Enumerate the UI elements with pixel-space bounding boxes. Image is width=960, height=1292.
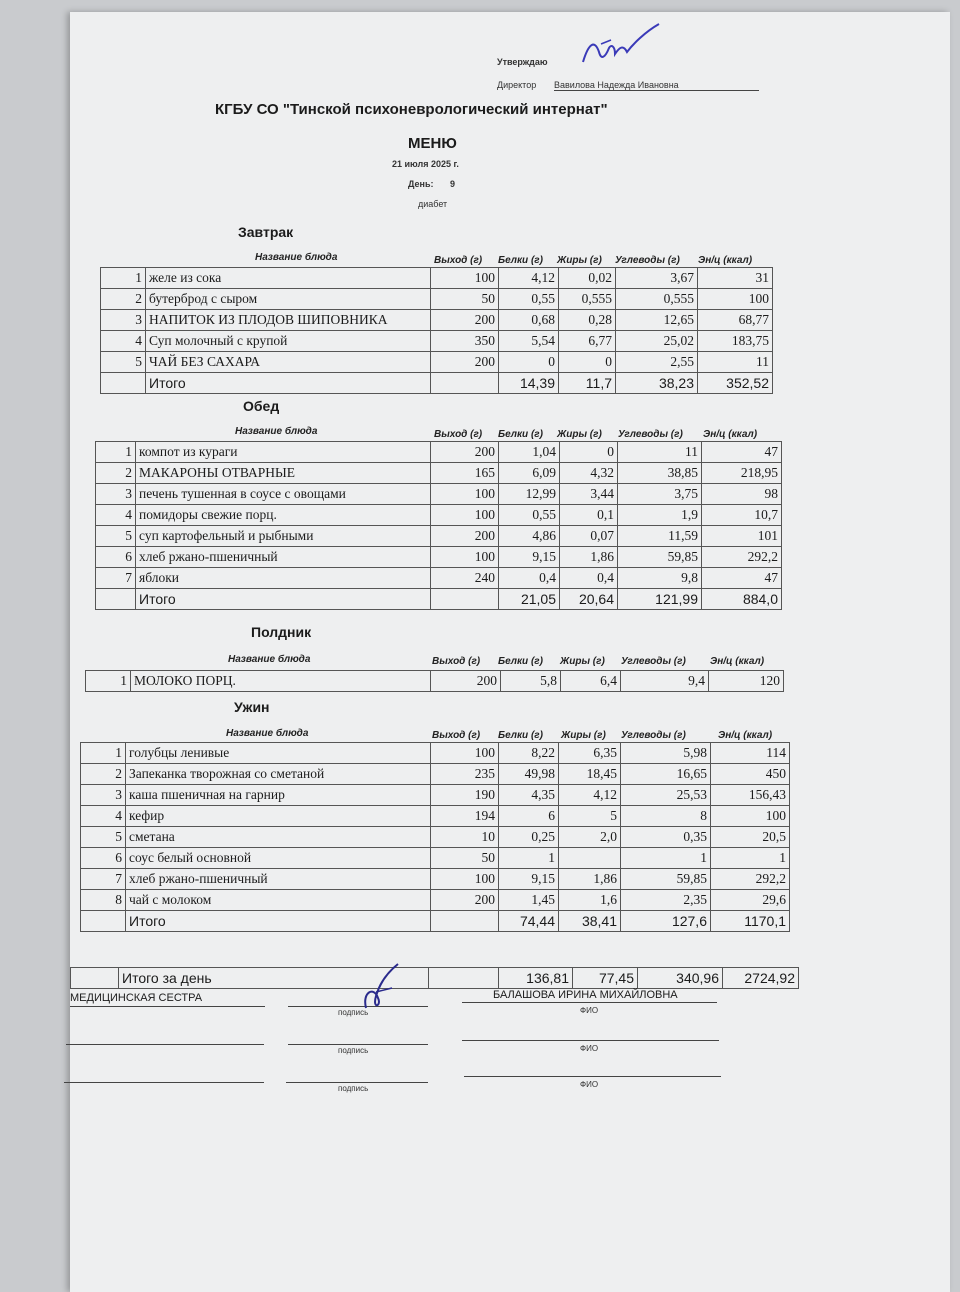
cell-fat: 1,86 [560, 547, 618, 568]
row-index: 2 [81, 764, 126, 785]
director-name: Вавилова Надежда Ивановна [554, 80, 759, 91]
fio-line [464, 1076, 721, 1077]
signature-line [66, 1044, 264, 1045]
cell-protein: 6,09 [499, 463, 560, 484]
dinner-table [80, 742, 790, 932]
table-row [96, 463, 782, 484]
col-header-fat: Жиры (г) [560, 656, 605, 667]
col-header-carbs: Углеводы (г) [621, 656, 686, 667]
table-row [81, 890, 790, 911]
col-header-yield: Выход (г) [432, 656, 481, 667]
cell-fat: 1,6 [559, 890, 621, 911]
col-header-carbs: Углеводы (г) [621, 730, 686, 741]
table-row [101, 331, 773, 352]
day-label: День: [408, 179, 434, 189]
row-index: 6 [81, 848, 126, 869]
cell-energy: 47 [702, 568, 782, 589]
cell-protein: 0 [499, 352, 559, 373]
cell-protein: 12,99 [499, 484, 560, 505]
cell-energy: 10,7 [702, 505, 782, 526]
cell-energy: 20,5 [711, 827, 790, 848]
cell-carbs: 12,65 [616, 310, 698, 331]
cell-fat: 3,44 [560, 484, 618, 505]
cell-fat: 18,45 [559, 764, 621, 785]
col-header-name: Название блюда [228, 654, 311, 665]
table-row [101, 289, 773, 310]
col-header-yield: Выход (г) [434, 255, 483, 266]
total-row [96, 589, 782, 610]
cell-energy: 183,75 [698, 331, 773, 352]
cell-energy: 450 [711, 764, 790, 785]
cell-energy: 11 [698, 352, 773, 373]
day-total-table [70, 967, 799, 989]
dish-name: чай с молоком [126, 890, 431, 911]
cell-energy: 68,77 [698, 310, 773, 331]
dish-name: каша пшеничная на гарнир [126, 785, 431, 806]
cell-yield: 200 [431, 671, 501, 692]
signature-line [288, 1044, 428, 1045]
table-row [101, 352, 773, 373]
row-index: 1 [101, 268, 146, 289]
fio-caption: ФИО [580, 1044, 599, 1053]
cell-carbs: 9,4 [621, 671, 709, 692]
dish-name: суп картофельный и рыбными [136, 526, 431, 547]
cell-yield: 50 [431, 848, 499, 869]
fio-line [462, 1002, 717, 1003]
cell-energy: 114 [711, 743, 790, 764]
col-header-energy: Эн/ц (ккал) [703, 429, 758, 440]
cell-yield: 200 [431, 442, 499, 463]
cell-yield: 165 [431, 463, 499, 484]
day-total-carbs: 340,96 [638, 968, 723, 989]
total-label: Итого [146, 373, 431, 394]
total-protein: 14,39 [499, 373, 559, 394]
cell-yield: 100 [431, 869, 499, 890]
dish-name: МОЛОКО ПОРЦ. [131, 671, 431, 692]
cell-carbs: 2,55 [616, 352, 698, 373]
row-index: 2 [101, 289, 146, 310]
col-header-energy: Эн/ц (ккал) [698, 255, 753, 266]
menu-date: 21 июля 2025 г. [392, 159, 459, 169]
cell-energy: 1 [711, 848, 790, 869]
cell-protein: 5,54 [499, 331, 559, 352]
cell-fat: 2,0 [559, 827, 621, 848]
dish-name: хлеб ржано-пшеничный [126, 869, 431, 890]
cell-fat: 4,12 [559, 785, 621, 806]
total-yield-empty [431, 911, 499, 932]
dish-name: печень тушенная в соусе с овощами [136, 484, 431, 505]
cell-protein: 8,22 [499, 743, 559, 764]
table-row [81, 764, 790, 785]
cell-energy: 156,43 [711, 785, 790, 806]
cell-carbs: 0,555 [616, 289, 698, 310]
col-header-protein: Белки (г) [498, 255, 543, 266]
dish-name: компот из кураги [136, 442, 431, 463]
dish-name: кефир [126, 806, 431, 827]
breakfast-table [100, 267, 773, 394]
dish-name: желе из сока [146, 268, 431, 289]
dish-name: сметана [126, 827, 431, 848]
table-row [96, 526, 782, 547]
cell-protein: 6 [499, 806, 559, 827]
total-row [101, 373, 773, 394]
cell-carbs: 1 [621, 848, 711, 869]
col-header-carbs: Углеводы (г) [615, 255, 680, 266]
total-carbs: 127,6 [621, 911, 711, 932]
cell-yield: 10 [431, 827, 499, 848]
total-row [81, 911, 790, 932]
cell-protein: 4,86 [499, 526, 560, 547]
fio-caption: ФИО [580, 1080, 599, 1089]
total-spacer [101, 373, 146, 394]
dish-name: Запеканка творожная со сметаной [126, 764, 431, 785]
col-header-energy: Эн/ц (ккал) [718, 730, 773, 741]
fio-line [462, 1040, 719, 1041]
nurse-label: МЕДИЦИНСКАЯ СЕСТРА [70, 992, 203, 1004]
col-header-yield: Выход (г) [432, 730, 481, 741]
table-row [81, 743, 790, 764]
table-row [81, 869, 790, 890]
cell-protein: 0,55 [499, 505, 560, 526]
diet-label: диабет [418, 199, 448, 209]
total-label: Итого [136, 589, 431, 610]
cell-carbs: 59,85 [621, 869, 711, 890]
dish-name: голубцы ленивые [126, 743, 431, 764]
cell-protein: 0,55 [499, 289, 559, 310]
cell-fat: 0 [560, 442, 618, 463]
total-spacer [81, 911, 126, 932]
cell-fat: 0,07 [560, 526, 618, 547]
cell-energy: 100 [698, 289, 773, 310]
cell-fat: 4,32 [560, 463, 618, 484]
cell-yield: 100 [431, 505, 499, 526]
cell-protein: 49,98 [499, 764, 559, 785]
cell-protein: 1,45 [499, 890, 559, 911]
row-index: 7 [96, 568, 136, 589]
col-header-name: Название блюда [235, 426, 318, 437]
total-fat: 11,7 [559, 373, 616, 394]
col-header-protein: Белки (г) [498, 656, 543, 667]
total-yield-empty [431, 589, 499, 610]
section-title-dinner: Ужин [234, 699, 270, 715]
col-header-protein: Белки (г) [498, 429, 543, 440]
table-row [101, 310, 773, 331]
cell-yield: 100 [431, 268, 499, 289]
row-index: 1 [81, 743, 126, 764]
cell-fat: 0,4 [560, 568, 618, 589]
dish-name: бутерброд с сыром [146, 289, 431, 310]
col-header-name: Название блюда [255, 252, 338, 263]
cell-energy: 292,2 [702, 547, 782, 568]
row-index: 4 [101, 331, 146, 352]
cell-carbs: 5,98 [621, 743, 711, 764]
nurse-signature [352, 962, 412, 1012]
col-header-fat: Жиры (г) [561, 730, 606, 741]
day-total-protein: 136,81 [499, 968, 573, 989]
table-row [96, 547, 782, 568]
menu-document [70, 12, 950, 1292]
dish-name: соус белый основной [126, 848, 431, 869]
director-signature [575, 22, 665, 72]
fio-caption: ФИО [580, 1006, 599, 1015]
total-fat: 20,64 [560, 589, 618, 610]
cell-energy: 31 [698, 268, 773, 289]
table-row [96, 442, 782, 463]
cell-protein: 9,15 [499, 869, 559, 890]
total-energy: 884,0 [702, 589, 782, 610]
cell-carbs: 2,35 [621, 890, 711, 911]
cell-carbs: 38,85 [618, 463, 702, 484]
approve-label: Утверждаю [497, 57, 548, 67]
cell-yield: 100 [431, 547, 499, 568]
cell-carbs: 11,59 [618, 526, 702, 547]
row-index: 3 [96, 484, 136, 505]
table-row [81, 827, 790, 848]
cell-fat: 0,28 [559, 310, 616, 331]
total-yield-empty [431, 373, 499, 394]
row-index: 5 [101, 352, 146, 373]
total-protein: 21,05 [499, 589, 560, 610]
menu-title: МЕНЮ [408, 135, 457, 152]
total-protein: 74,44 [499, 911, 559, 932]
table-row [101, 268, 773, 289]
cell-protein: 1,04 [499, 442, 560, 463]
sign-caption: подпись [338, 1084, 369, 1093]
cell-energy: 101 [702, 526, 782, 547]
day-value: 9 [450, 179, 456, 189]
dish-name: помидоры свежие порц. [136, 505, 431, 526]
cell-yield: 200 [431, 526, 499, 547]
cell-yield: 235 [431, 764, 499, 785]
dish-name: Суп молочный с крупой [146, 331, 431, 352]
cell-energy: 47 [702, 442, 782, 463]
col-header-fat: Жиры (г) [557, 429, 602, 440]
section-title-snack: Полдник [251, 624, 312, 640]
cell-protein: 4,12 [499, 268, 559, 289]
cell-protein: 1 [499, 848, 559, 869]
signature-line [286, 1082, 428, 1083]
nurse-name: БАЛАШОВА ИРИНА МИХАЙЛОВНА [493, 989, 678, 1001]
row-index: 5 [81, 827, 126, 848]
cell-energy: 120 [709, 671, 784, 692]
dish-name: хлеб ржано-пшеничный [136, 547, 431, 568]
total-label: Итого [126, 911, 431, 932]
cell-fat: 6,4 [561, 671, 621, 692]
day-total-fat: 77,45 [573, 968, 638, 989]
cell-carbs: 25,02 [616, 331, 698, 352]
dish-name: НАПИТОК ИЗ ПЛОДОВ ШИПОВНИКА [146, 310, 431, 331]
cell-yield: 200 [431, 310, 499, 331]
dish-name: яблоки [136, 568, 431, 589]
day-total-energy: 2724,92 [723, 968, 799, 989]
cell-carbs: 9,8 [618, 568, 702, 589]
total-fat: 38,41 [559, 911, 621, 932]
row-index: 6 [96, 547, 136, 568]
cell-yield: 194 [431, 806, 499, 827]
snack-table [85, 670, 784, 692]
cell-yield: 350 [431, 331, 499, 352]
col-header-energy: Эн/ц (ккал) [710, 656, 765, 667]
cell-yield: 200 [431, 352, 499, 373]
row-index: 2 [96, 463, 136, 484]
cell-protein: 0,25 [499, 827, 559, 848]
col-header-name: Название блюда [226, 728, 309, 739]
total-energy: 352,52 [698, 373, 773, 394]
lunch-table [95, 441, 782, 610]
total-carbs: 121,99 [618, 589, 702, 610]
table-row [81, 848, 790, 869]
cell-yield: 50 [431, 289, 499, 310]
row-index: 3 [81, 785, 126, 806]
cell-yield: 240 [431, 568, 499, 589]
row-index: 4 [96, 505, 136, 526]
cell-carbs: 3,75 [618, 484, 702, 505]
row-index: 7 [81, 869, 126, 890]
cell-protein: 0,68 [499, 310, 559, 331]
row-index: 3 [101, 310, 146, 331]
cell-fat: 1,86 [559, 869, 621, 890]
cell-fat: 0,02 [559, 268, 616, 289]
cell-fat: 5 [559, 806, 621, 827]
section-title-breakfast: Завтрак [238, 224, 294, 240]
total-spacer [96, 589, 136, 610]
cell-carbs: 16,65 [621, 764, 711, 785]
cell-yield: 200 [431, 890, 499, 911]
cell-protein: 5,8 [501, 671, 561, 692]
cell-energy: 29,6 [711, 890, 790, 911]
cell-carbs: 8 [621, 806, 711, 827]
table-row [81, 806, 790, 827]
director-label: Директор [497, 80, 537, 90]
dish-name: МАКАРОНЫ ОТВАРНЫЕ [136, 463, 431, 484]
col-header-yield: Выход (г) [434, 429, 483, 440]
sign-caption: подпись [338, 1046, 369, 1055]
row-index: 1 [96, 442, 136, 463]
table-row [86, 671, 784, 692]
cell-energy: 292,2 [711, 869, 790, 890]
table-row [96, 568, 782, 589]
col-header-carbs: Углеводы (г) [618, 429, 683, 440]
cell-yield: 100 [431, 743, 499, 764]
day-total-label: Итого за день [119, 968, 429, 989]
dish-name: ЧАЙ БЕЗ САХАРА [146, 352, 431, 373]
col-header-fat: Жиры (г) [557, 255, 602, 266]
cell-carbs: 1,9 [618, 505, 702, 526]
cell-energy: 98 [702, 484, 782, 505]
cell-fat: 6,35 [559, 743, 621, 764]
total-carbs: 38,23 [616, 373, 698, 394]
cell-carbs: 59,85 [618, 547, 702, 568]
cell-protein: 4,35 [499, 785, 559, 806]
cell-fat: 6,77 [559, 331, 616, 352]
cell-yield: 100 [431, 484, 499, 505]
cell-protein: 9,15 [499, 547, 560, 568]
row-index: 1 [86, 671, 131, 692]
cell-fat: 0,1 [560, 505, 618, 526]
row-index: 8 [81, 890, 126, 911]
cell-fat: 0,555 [559, 289, 616, 310]
col-header-protein: Белки (г) [498, 730, 543, 741]
org-title: КГБУ СО "Тинской психоневрологический интернат" [215, 101, 608, 118]
cell-yield: 190 [431, 785, 499, 806]
cell-carbs: 11 [618, 442, 702, 463]
total-energy: 1170,1 [711, 911, 790, 932]
cell-carbs: 3,67 [616, 268, 698, 289]
table-row [96, 505, 782, 526]
signature-line [70, 1006, 265, 1007]
cell-carbs: 25,53 [621, 785, 711, 806]
signature-line [64, 1082, 264, 1083]
table-row [96, 484, 782, 505]
section-title-lunch: Обед [243, 398, 280, 414]
cell-fat: 0 [559, 352, 616, 373]
cell-fat [559, 848, 621, 869]
cell-energy: 218,95 [702, 463, 782, 484]
table-row [81, 785, 790, 806]
cell-carbs: 0,35 [621, 827, 711, 848]
sign-caption: подпись [338, 1008, 369, 1017]
cell-protein: 0,4 [499, 568, 560, 589]
cell-energy: 100 [711, 806, 790, 827]
row-index: 5 [96, 526, 136, 547]
row-index: 4 [81, 806, 126, 827]
